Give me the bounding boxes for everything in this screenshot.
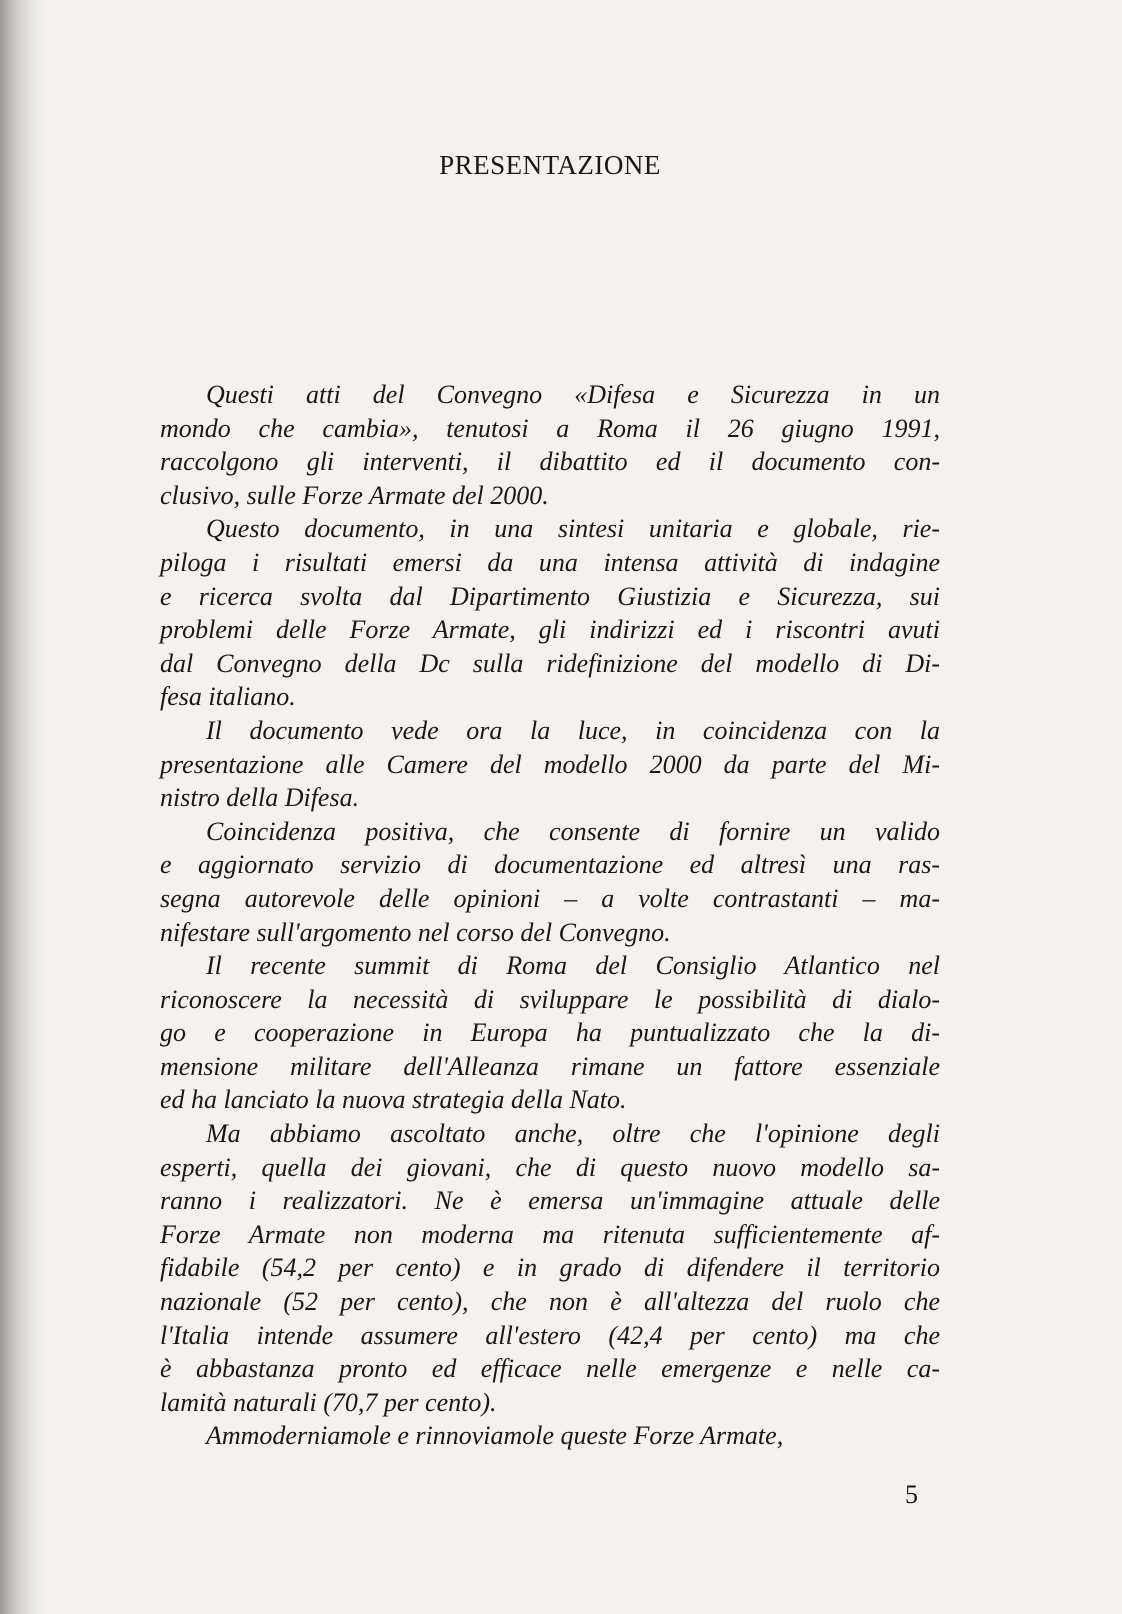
text-line: e ricerca svolta dal Dipartimento Giustizia e Sicurezza, sui	[160, 581, 940, 611]
text-line: nifestare sull'argomento nel corso del Convegno.	[160, 917, 671, 947]
text-line: Ma abbiamo ascoltato anche, oltre che l'opinione degli	[206, 1119, 940, 1149]
text-line: Coincidenza positiva, che consente di fornire un valido	[206, 816, 940, 846]
text-line: dal Convegno della Dc sulla ridefinizione del modello di Di-	[160, 648, 940, 678]
paragraph	[160, 1419, 940, 1453]
paragraph	[160, 512, 940, 714]
paragraph	[160, 815, 940, 949]
text-line: mondo che cambia», tenutosi a Roma il 26 giugno 1991,	[160, 413, 940, 443]
text-line: clusivo, sulle Forze Armate del 2000.	[160, 480, 549, 510]
text-line: mensione militare dell'Alleanza rimane un fattore essenziale	[160, 1051, 940, 1081]
text-line: fesa italiano.	[160, 682, 296, 712]
paragraph	[160, 714, 940, 815]
text-line: Forze Armate non moderna ma ritenuta sufficientemente af-	[160, 1219, 940, 1249]
paragraph	[160, 378, 940, 512]
text-line: fidabile (54,2 per cento) e in grado di difendere il territorio	[160, 1253, 940, 1283]
text-line: Questi atti del Convegno «Difesa e Sicurezza in un	[206, 380, 940, 409]
text-line: riconoscere la necessità di sviluppare le possibilità di dialo-	[160, 984, 940, 1014]
text-line: segna autorevole delle opinioni – a volte contrastanti – ma-	[160, 883, 940, 913]
text-line: nazionale (52 per cento), che non è all'altezza del ruolo che	[160, 1287, 940, 1317]
text-line: è abbastanza pronto ed efficace nelle emergenze e nelle ca-	[160, 1354, 940, 1384]
text-line: go e cooperazione in Europa ha puntualizzato che la di-	[160, 1018, 940, 1048]
text-line: raccolgono gli interventi, il dibattito ed il documento con-	[160, 447, 940, 477]
paragraph	[160, 949, 940, 1117]
text-line: ranno i realizzatori. Ne è emersa un'immagine attuale delle	[160, 1186, 940, 1216]
page-number: 5	[905, 1480, 918, 1509]
text-line: Ammoderniamole e rinnoviamole queste Forze Armate,	[206, 1421, 784, 1451]
body-text	[160, 378, 940, 1453]
text-line: Il documento vede ora la luce, in coincidenza con la	[206, 715, 940, 745]
text-line: problemi delle Forze Armate, gli indirizzi ed i riscontri avuti	[160, 615, 940, 645]
book-spine-shadow	[0, 0, 46, 1614]
text-line: e aggiornato servizio di documentazione ed altresì una ras-	[160, 850, 940, 880]
text-line: lamità naturali (70,7 per cento).	[160, 1387, 497, 1417]
page-title: PRESENTAZIONE	[439, 150, 661, 180]
text-line: piloga i risultati emersi da una intensa attività di indagine	[160, 547, 940, 577]
text-line: presentazione alle Camere del modello 2000 da parte del Mi-	[160, 749, 940, 779]
text-line: ed ha lanciato la nuova strategia della Nato.	[160, 1085, 627, 1115]
text-line: Il recente summit di Roma del Consiglio Atlantico nel	[206, 951, 940, 981]
text-line: l'Italia intende assumere all'estero (42,4 per cento) ma che	[160, 1320, 940, 1350]
text-line: Questo documento, in una sintesi unitaria e globale, rie-	[206, 514, 940, 544]
paragraph	[160, 1117, 940, 1419]
text-line: esperti, quella dei giovani, che di questo nuovo modello sa-	[160, 1152, 940, 1182]
text-line: nistro della Difesa.	[160, 783, 360, 813]
